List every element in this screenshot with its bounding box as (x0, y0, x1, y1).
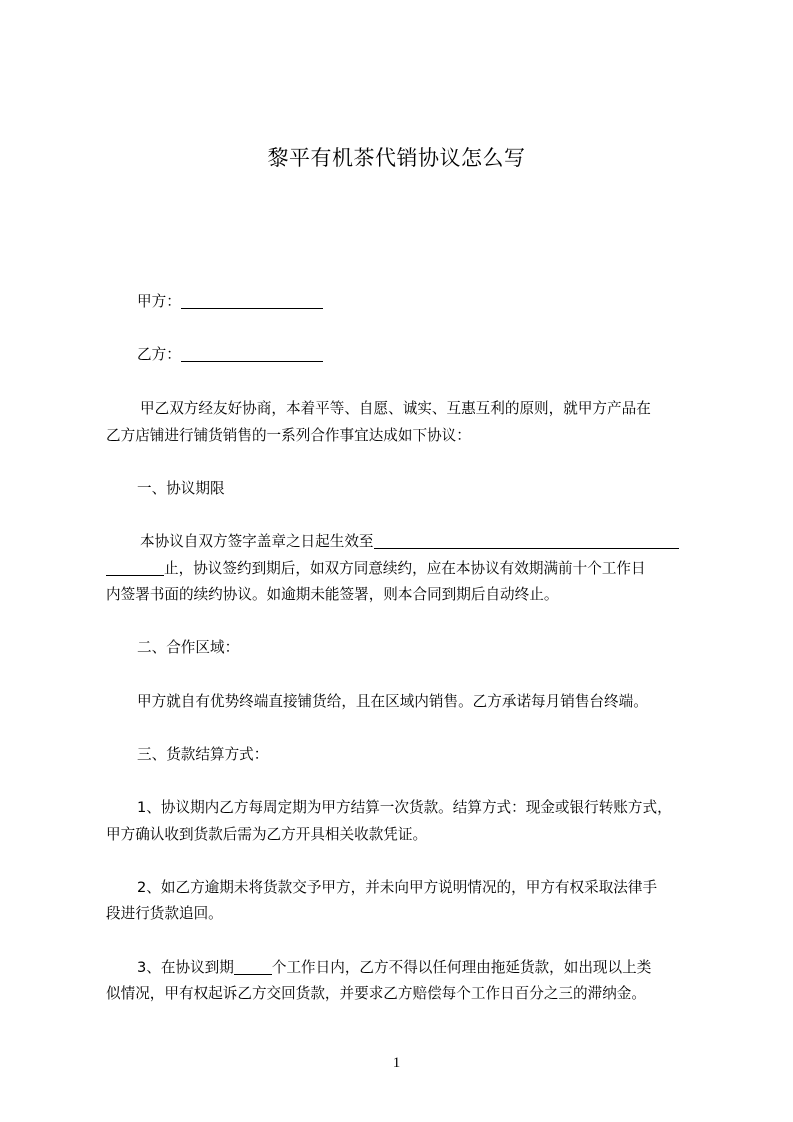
party-a-label: 甲方： (137, 293, 181, 310)
section2-line-1: 甲方就自有优势终端直接铺货给，且在区域内销售。乙方承诺每月销售台终端。 (137, 693, 648, 710)
item3-part2: 个工作日内，乙方不得以任何理由拖延货款，如出现以上类 (271, 959, 652, 976)
section1-end-date-blank (374, 533, 679, 549)
document-title: 黎平有机茶代销协议怎么写 (267, 146, 526, 170)
item3-line-1 (137, 958, 737, 978)
item2-line-1: 2、如乙方逾期未将货款交予甲方，并未向甲方说明情况的，甲方有权采取法律手 (137, 879, 658, 896)
intro-line-2: 乙方店铺进行铺货销售的一系列合作事宜达成如下协议： (106, 427, 471, 444)
item3-days-blank (234, 959, 272, 975)
section1-heading: 一、协议期限 (137, 480, 225, 497)
party-b-blank (181, 346, 323, 362)
party-a-blank (181, 293, 323, 309)
party-b-line (137, 345, 737, 365)
section3-heading: 三、货款结算方式： (137, 746, 269, 763)
page-number: 1 (392, 1055, 401, 1071)
item1-line-1: 1、协议期内乙方每周定期为甲方结算一次货款。结算方式：现金或银行转账方式， (137, 799, 672, 816)
section1-line-2 (106, 559, 706, 579)
party-a-line (137, 292, 737, 312)
item3-line-2: 似情况，甲有权起诉乙方交回货款，并要求乙方赔偿每个工作日百分之三的滞纳金。 (106, 985, 646, 1002)
section1-line2-text: 止，协议签约到期后，如双方同意续约，应在本协议有效期满前十个工作日 (164, 560, 646, 577)
section1-line-3: 内签署书面的续约协议。如逾期未能签署，则本合同到期后自动终止。 (106, 586, 559, 603)
item1-line-2: 甲方确认收到货款后需为乙方开具相关收款凭证。 (106, 826, 428, 843)
section2-heading: 二、合作区域： (137, 639, 240, 656)
intro-line-1: 甲乙双方经友好协商，本着平等、自愿、诚实、互惠互利的原则，就甲方产品在 (140, 400, 651, 417)
item2-line-2: 段进行货款追回。 (106, 905, 223, 922)
section1-line1-text: 本协议自双方签字盖章之日起生效至 (140, 533, 374, 550)
party-b-label: 乙方： (137, 346, 181, 363)
section1-end-date-blank-cont (106, 560, 164, 576)
section1-line-1 (140, 532, 740, 552)
item3-part1: 3、在协议到期 (137, 959, 234, 976)
